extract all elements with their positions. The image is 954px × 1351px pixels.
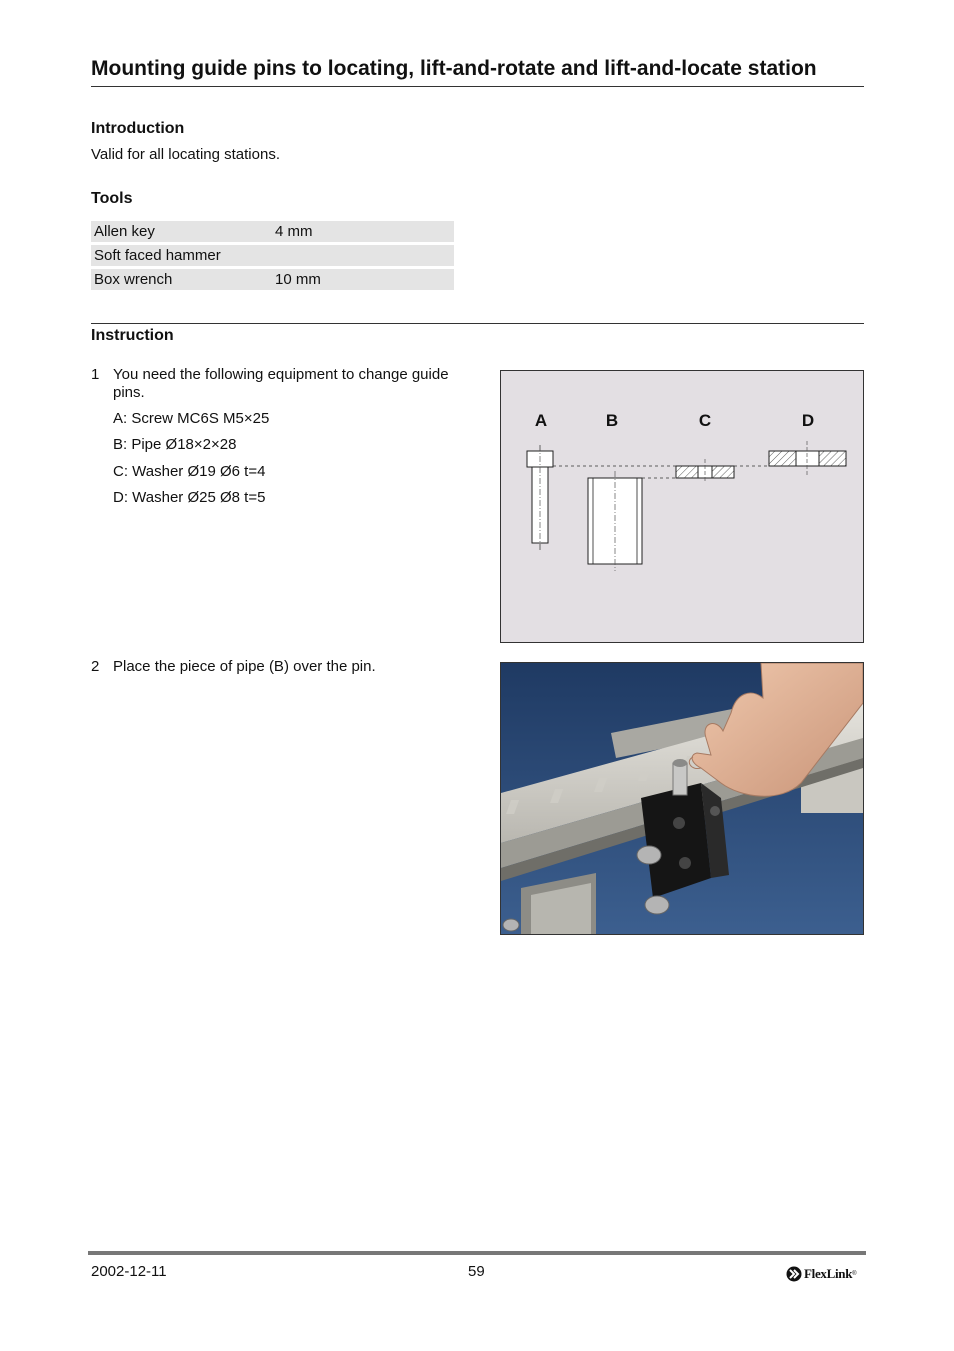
step-text: Place the piece of pipe (B) over the pin. <box>113 658 376 675</box>
flexlink-logo-icon <box>786 1266 802 1282</box>
leader-lines <box>553 466 769 478</box>
equipment-item: C: Washer Ø19 Ø6 t=4 <box>113 463 266 480</box>
table-row <box>91 221 454 242</box>
table-row <box>91 269 454 290</box>
tools-table <box>91 221 454 293</box>
pipe-on-pin <box>673 759 687 795</box>
footer-date: 2002-12-11 <box>91 1263 167 1280</box>
screw-a-shape <box>527 445 553 551</box>
equipment-item: D: Washer Ø25 Ø8 t=5 <box>113 489 266 506</box>
equipment-item: B: Pipe Ø18×2×28 <box>113 436 237 453</box>
instruction-divider <box>91 323 864 324</box>
tool-value <box>275 245 454 266</box>
tool-value: 4 mm <box>275 223 313 240</box>
table-row <box>91 245 454 266</box>
step-number: 1 <box>91 366 100 383</box>
introduction-text: Valid for all locating stations. <box>91 146 280 163</box>
equipment-item: A: Screw MC6S M5×25 <box>113 410 270 427</box>
equipment-diagram <box>500 370 864 643</box>
title-divider <box>91 86 864 87</box>
page-number: 59 <box>468 1263 485 1280</box>
tool-value: 10 mm <box>275 271 321 288</box>
tools-heading: Tools <box>91 190 133 207</box>
footer-divider <box>88 1251 866 1255</box>
photo-pipe-over-pin <box>500 662 864 935</box>
registered-mark: ® <box>852 1271 857 1277</box>
washer-c-shape <box>676 459 734 483</box>
tool-name: Box wrench <box>94 271 173 288</box>
label-b: B <box>605 411 619 430</box>
introduction-heading: Introduction <box>91 120 185 137</box>
label-c: C <box>698 411 712 430</box>
flexlink-logo-text: FlexLink <box>804 1266 853 1281</box>
washer-d-shape <box>769 441 846 476</box>
step-number: 2 <box>91 658 100 675</box>
label-a: A <box>534 411 548 430</box>
page-title: Mounting guide pins to locating, lift-and-rotate and lift-and-locate station <box>91 57 817 80</box>
tool-name: Soft faced hammer <box>94 247 221 264</box>
tool-name: Allen key <box>94 223 155 240</box>
flexlink-logo <box>786 1265 857 1283</box>
step-text: You need the following equipment to change guide pins. <box>113 366 449 401</box>
label-d: D <box>801 411 815 430</box>
instruction-heading: Instruction <box>91 327 174 344</box>
pipe-b-shape <box>588 471 642 571</box>
